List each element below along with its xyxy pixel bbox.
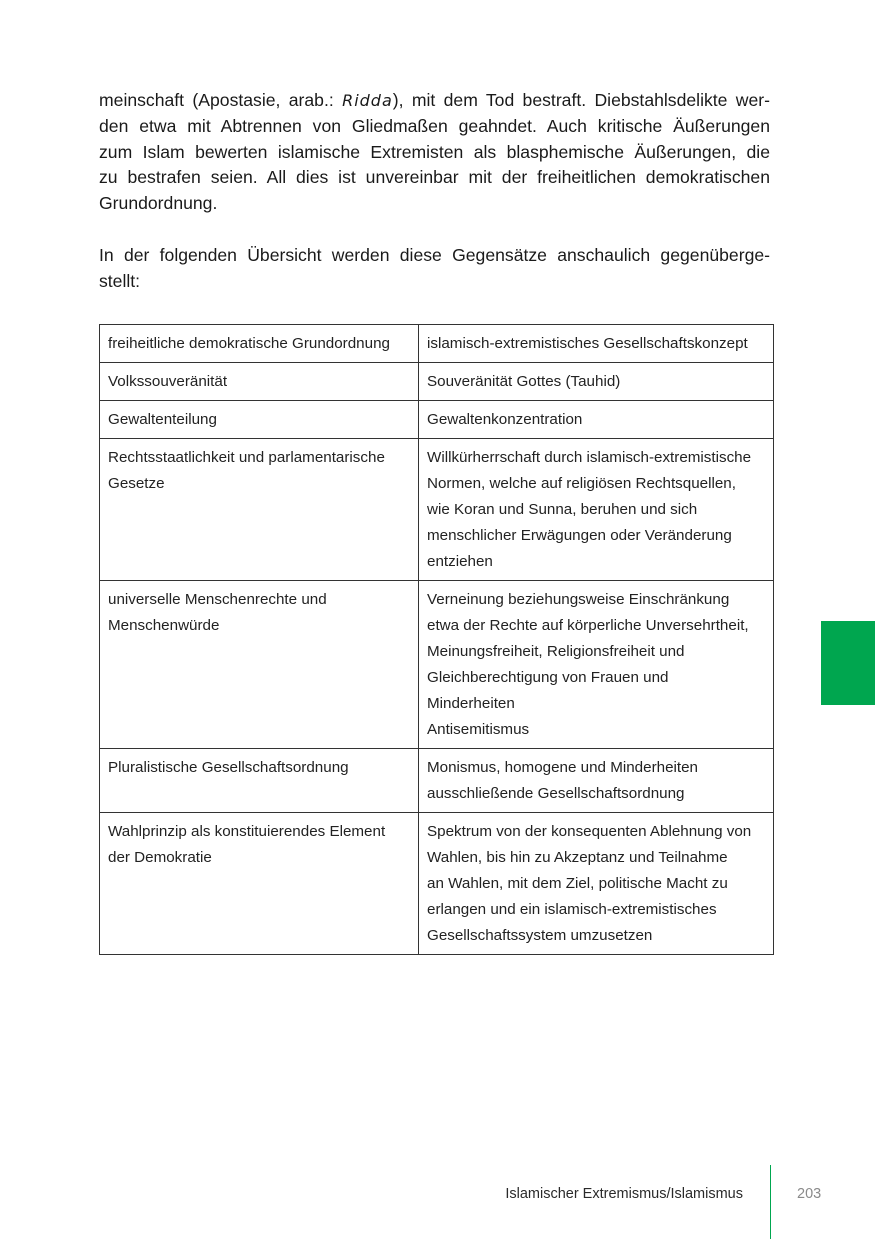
table-cell-extremist: [419, 813, 774, 955]
cell-text-line: Monismus, homogene und Minderheiten: [427, 759, 699, 776]
cell-text-line: Souveränität Gottes (Tauhid): [427, 373, 621, 390]
table-cell-extremist: [419, 401, 774, 439]
table-cell-fdgo: [100, 439, 419, 581]
cell-text-line: an Wahlen, mit dem Ziel, politische Macht zu: [427, 875, 728, 892]
cell-text-line: Normen, welche auf religiösen Rechtsquellen,: [427, 475, 736, 492]
paragraph-line: Grundordnung.: [99, 193, 218, 214]
table-row: [100, 581, 774, 749]
table-cell-extremist: [419, 325, 774, 363]
page-number: 203: [797, 1186, 822, 1202]
cell-text-line: Menschenwürde: [108, 617, 220, 634]
cell-text-line: Volkssouveränität: [108, 373, 228, 390]
chapter-side-tab: [821, 621, 875, 705]
cell-text-line: freiheitliche demokratische Grundordnung: [108, 335, 390, 352]
cell-text-line: entziehen: [427, 553, 493, 570]
table-row: [100, 813, 774, 955]
table-row: [100, 363, 774, 401]
cell-text-line: Minderheiten: [427, 695, 515, 712]
cell-text-line: etwa der Rechte auf körperliche Unversehrtheit,: [427, 617, 749, 634]
cell-text-line: Willkürherrschaft durch islamisch-extremistische: [427, 449, 752, 466]
cell-text-line: Gesetze: [108, 475, 165, 492]
table-cell-fdgo: [100, 813, 419, 955]
cell-text-line: Pluralistische Gesellschaftsordnung: [108, 759, 349, 776]
table-cell-fdgo: [100, 325, 419, 363]
cell-text-line: universelle Menschenrechte und: [108, 591, 327, 608]
table-cell-extremist: [419, 363, 774, 401]
cell-text-line: Gewaltenkonzentration: [427, 411, 583, 428]
cell-text-line: Rechtsstaatlichkeit und parlamentarische: [108, 449, 385, 466]
text-span: meinschaft (Apostasie, arab.:: [99, 90, 343, 110]
paragraph-line: den etwa mit Abtrennen von Gliedmaßen geahndet. Auch kritische Äußerungen: [99, 115, 770, 136]
paragraph-line: [99, 88, 770, 114]
table-row: [100, 439, 774, 581]
cell-text-line: Meinungsfreiheit, Religionsfreiheit und: [427, 643, 685, 660]
comparison-table: [99, 324, 774, 955]
table-cell-extremist: [419, 581, 774, 749]
body-paragraph-2: [99, 243, 770, 295]
text-span: ), mit dem Tod bestraft. Diebstahlsdelikte wer-: [392, 90, 770, 110]
cell-text-line: der Demokratie: [108, 849, 212, 866]
cell-text-line: Gesellschaftssystem umzusetzen: [427, 927, 653, 944]
cell-text-line: ausschließende Gesellschaftsordnung: [427, 785, 685, 802]
paragraph-line: zu bestrafen seien. All dies ist unvereinbar mit der freiheitlichen demokratischen: [99, 167, 770, 188]
table-cell-fdgo: [100, 749, 419, 813]
paragraph-line: stellt:: [99, 270, 141, 291]
table-cell-fdgo: [100, 581, 419, 749]
cell-text-line: erlangen und ein islamisch-extremistisches: [427, 901, 717, 918]
cell-text-line: Verneinung beziehungsweise Einschränkung: [427, 591, 730, 608]
paragraph-line: zum Islam bewerten islamische Extremisten als blasphemische Äußerungen, die: [99, 141, 770, 162]
cell-text-line: Wahlprinzip als konstituierendes Element: [108, 823, 386, 840]
table-cell-extremist: [419, 749, 774, 813]
cell-text-line: Wahlen, bis hin zu Akzeptanz und Teilnahme: [427, 849, 728, 866]
cell-text-line: Gewaltenteilung: [108, 411, 217, 428]
comparison-table-body: [100, 325, 774, 955]
cell-text-line: islamisch-extremistisches Gesellschaftskonzept: [427, 335, 748, 352]
cell-text-line: wie Koran und Sunna, beruhen und sich: [427, 501, 698, 518]
cell-text-line: Antisemitismus: [427, 721, 530, 738]
table-row: [100, 325, 774, 363]
table-row: [100, 401, 774, 439]
table-cell-fdgo: [100, 363, 419, 401]
paragraph-line: In der folgenden Übersicht werden diese Gegensätze anschaulich gegenüberge-: [99, 245, 770, 265]
term-ridda: Ridda: [342, 91, 393, 110]
footer-divider: [770, 1165, 771, 1239]
table-cell-fdgo: [100, 401, 419, 439]
body-paragraph-1: [99, 88, 770, 217]
cell-text-line: Spektrum von der konsequenten Ablehnung von: [427, 823, 752, 840]
cell-text-line: menschlicher Erwägungen oder Veränderung: [427, 527, 732, 544]
table-row: [100, 749, 774, 813]
cell-text-line: Gleichberechtigung von Frauen und: [427, 669, 669, 686]
table-cell-extremist: [419, 439, 774, 581]
footer-chapter-title: Islamischer Extremismus/Islamismus: [505, 1186, 743, 1202]
